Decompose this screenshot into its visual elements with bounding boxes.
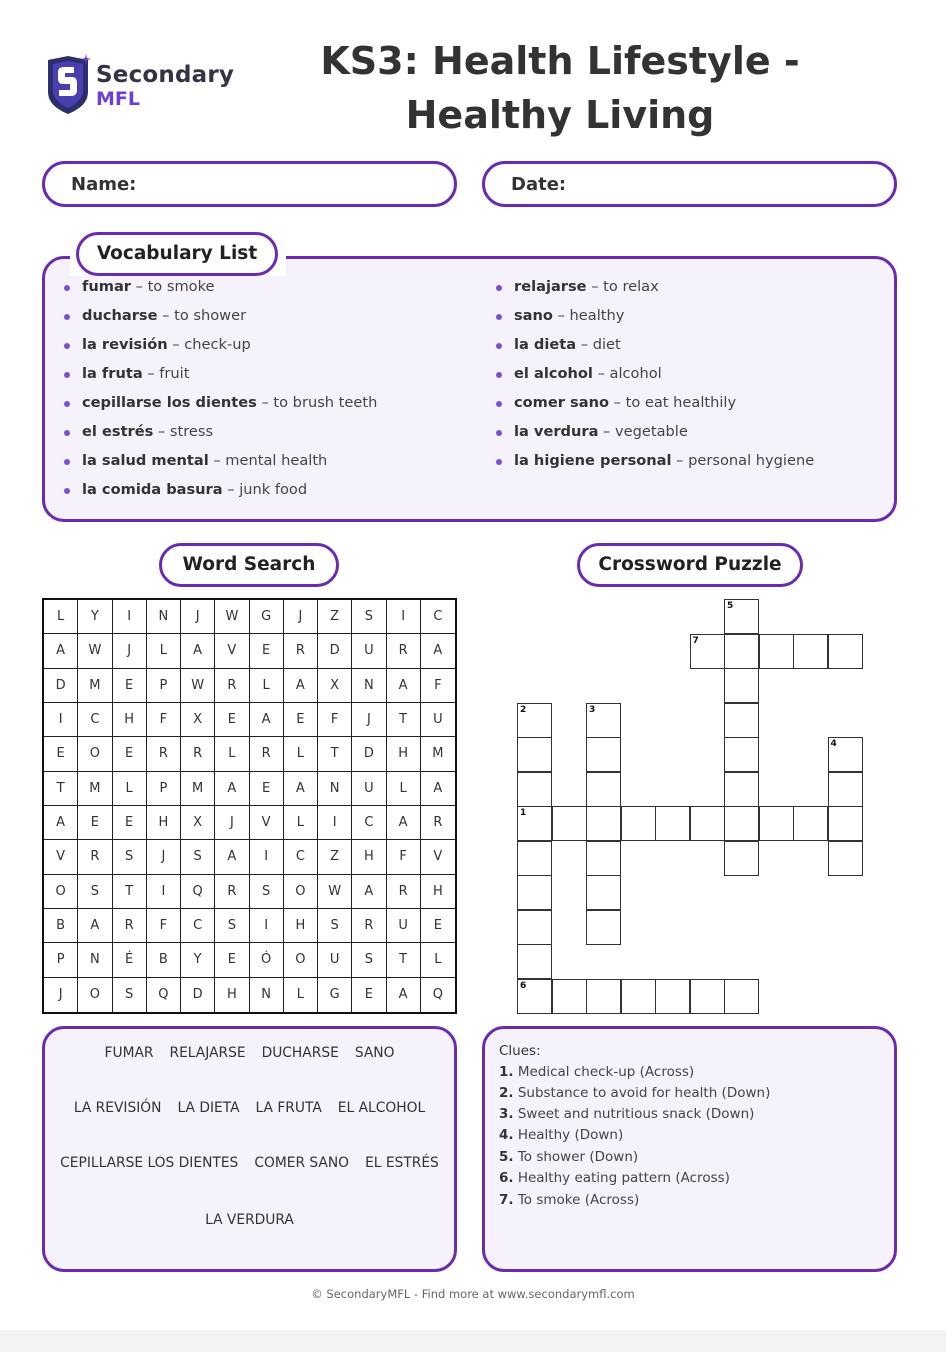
vocab-translation: to eat healthily: [625, 394, 737, 411]
crossword-cell[interactable]: [621, 979, 656, 1014]
crossword-cell[interactable]: [828, 841, 863, 876]
vocab-term: relajarse: [514, 278, 587, 295]
crossword-cell[interactable]: [793, 634, 828, 669]
crossword-cell[interactable]: [621, 806, 656, 841]
word-search-cell[interactable]: H: [387, 737, 421, 771]
vocab-translation: mental health: [225, 452, 328, 469]
vocab-item: ducharse – to shower: [64, 305, 377, 334]
word-search-cell[interactable]: E: [113, 806, 147, 840]
word-search-cell[interactable]: E: [44, 737, 78, 771]
word-search-cell[interactable]: L: [284, 806, 318, 840]
word-search-cell[interactable]: L: [421, 943, 455, 977]
clue-item: [499, 1106, 754, 1122]
vocab-translation: check-up: [184, 336, 251, 353]
word-search-title: Word Search: [159, 543, 339, 587]
word-search-cell[interactable]: R: [181, 737, 215, 771]
word-search-cell[interactable]: O: [284, 943, 318, 977]
crossword-clue-number: 5: [727, 601, 734, 611]
word-search-cell[interactable]: S: [352, 943, 386, 977]
word-search-cell[interactable]: V: [215, 634, 249, 668]
crossword-cell[interactable]: [690, 979, 725, 1014]
word-search-cell[interactable]: A: [44, 806, 78, 840]
word-search-cell[interactable]: S: [215, 909, 249, 943]
word-search-cell[interactable]: L: [147, 634, 181, 668]
clue-number: 3.: [499, 1106, 514, 1122]
crossword-cell[interactable]: [552, 806, 587, 841]
crossword-cell[interactable]: [724, 979, 759, 1014]
clue-text: To smoke (Across): [517, 1192, 640, 1208]
word-search-cell[interactable]: I: [318, 806, 352, 840]
crossword-cell[interactable]: [724, 806, 759, 841]
word-search-cell[interactable]: M: [181, 772, 215, 806]
word-search-cell[interactable]: P: [147, 772, 181, 806]
word-search-cell[interactable]: H: [215, 978, 249, 1012]
page-title: KS3: Health Lifestyle - Healthy Living: [320, 39, 800, 137]
page-bottom-band: [0, 1330, 946, 1352]
crossword-cell[interactable]: [724, 634, 759, 669]
word-search-cell[interactable]: L: [44, 600, 78, 634]
word-search-cell[interactable]: A: [44, 634, 78, 668]
word-search-cell[interactable]: T: [318, 737, 352, 771]
clue-text: Substance to avoid for health (Down): [517, 1085, 771, 1101]
word-search-cell[interactable]: N: [250, 978, 284, 1012]
word-search-cell[interactable]: Z: [318, 840, 352, 874]
word-search-cell[interactable]: U: [352, 772, 386, 806]
word-search-cell[interactable]: J: [44, 978, 78, 1012]
vocab-item: cepillarse los dientes – to brush teeth: [64, 392, 377, 421]
vocab-term: la comida basura: [82, 481, 223, 498]
word-search-cell[interactable]: F: [421, 669, 455, 703]
word-list-item: EL ALCOHOL: [337, 1100, 426, 1116]
word-search-cell[interactable]: V: [421, 840, 455, 874]
word-list-item: EL ESTRÉS: [365, 1155, 439, 1171]
vocab-term: fumar: [82, 278, 131, 295]
word-search-cell[interactable]: I: [250, 909, 284, 943]
word-search-cell[interactable]: J: [181, 600, 215, 634]
word-search-cell[interactable]: A: [215, 840, 249, 874]
vocab-term: comer sano: [514, 394, 610, 411]
clue-number: 5.: [499, 1149, 514, 1165]
word-search-cell[interactable]: M: [78, 669, 112, 703]
secondary-mfl-logo: [44, 52, 234, 122]
clue-item: [499, 1064, 694, 1080]
word-search-cell[interactable]: P: [147, 669, 181, 703]
word-search-cell[interactable]: U: [352, 634, 386, 668]
word-search-cell[interactable]: J: [113, 634, 147, 668]
crossword-cell[interactable]: [517, 772, 552, 807]
word-search-cell[interactable]: W: [318, 875, 352, 909]
word-search-cell[interactable]: S: [318, 909, 352, 943]
word-search-cell[interactable]: P: [44, 943, 78, 977]
clue-item: [499, 1149, 638, 1165]
word-search-cell[interactable]: N: [147, 600, 181, 634]
logo-text-secondary: Secondary: [96, 62, 235, 88]
crossword-cell[interactable]: [724, 668, 759, 703]
name-label: Name:: [71, 174, 137, 195]
word-search-cell[interactable]: J: [352, 703, 386, 737]
word-search-cell[interactable]: W: [78, 634, 112, 668]
crossword-clue-number: 6: [520, 980, 527, 991]
word-search-cell[interactable]: L: [284, 978, 318, 1012]
vocab-translation: healthy: [569, 307, 625, 324]
word-list-item: LA VERDURA: [205, 1212, 294, 1228]
word-search-cell[interactable]: R: [78, 840, 112, 874]
clue-number: 7.: [499, 1192, 514, 1208]
crossword-cell[interactable]: [759, 806, 794, 841]
word-search-cell[interactable]: Ó: [250, 943, 284, 977]
clue-text: Medical check-up (Across): [517, 1064, 695, 1080]
date-label: Date:: [511, 174, 567, 195]
crossword-cell[interactable]: [586, 806, 621, 841]
word-search-cell[interactable]: A: [78, 909, 112, 943]
word-search-cell[interactable]: O: [78, 978, 112, 1012]
word-search-cell[interactable]: M: [78, 772, 112, 806]
word-search-cell[interactable]: E: [352, 978, 386, 1012]
clue-item: [499, 1170, 730, 1186]
clues-title: Clues:: [499, 1043, 541, 1059]
word-list-item: LA FRUTA: [255, 1100, 322, 1116]
word-search-cell[interactable]: R: [250, 737, 284, 771]
crossword-cell[interactable]: [828, 772, 863, 807]
word-search-cell[interactable]: L: [113, 772, 147, 806]
word-list-item: LA REVISIÓN: [73, 1100, 162, 1116]
crossword-cell[interactable]: [828, 806, 863, 841]
crossword-clue-number: 2: [520, 704, 527, 715]
logo-text-mfl: MFL: [96, 88, 140, 110]
word-search-cell[interactable]: T: [44, 772, 78, 806]
word-search-cell[interactable]: H: [284, 909, 318, 943]
vocab-item: la salud mental – mental health: [64, 450, 377, 479]
word-search-cell[interactable]: Y: [181, 943, 215, 977]
word-search-cell[interactable]: Q: [181, 875, 215, 909]
word-search-cell[interactable]: S: [181, 840, 215, 874]
vocab-translation: vegetable: [615, 423, 688, 440]
crossword-cell[interactable]: [517, 944, 552, 979]
vocab-term: el estrés: [82, 423, 154, 440]
word-search-cell[interactable]: A: [250, 703, 284, 737]
word-search-cell[interactable]: A: [421, 772, 455, 806]
crossword-cell[interactable]: [724, 703, 759, 738]
vocab-term: la dieta: [514, 336, 577, 353]
word-search-cell[interactable]: I: [147, 875, 181, 909]
vocab-list-right: [496, 276, 814, 479]
vocab-list-left: [64, 276, 377, 508]
word-search-cell[interactable]: Q: [147, 978, 181, 1012]
vocab-term: ducharse: [82, 307, 158, 324]
word-search-cell[interactable]: D: [318, 634, 352, 668]
vocab-term: la fruta: [82, 365, 143, 382]
vocab-translation: stress: [169, 423, 214, 440]
word-search-cell[interactable]: F: [147, 703, 181, 737]
vocab-translation: to smoke: [147, 278, 215, 295]
word-search-cell[interactable]: R: [387, 634, 421, 668]
vocab-term: la verdura: [514, 423, 599, 440]
word-search-cell[interactable]: T: [387, 943, 421, 977]
clue-text: Healthy eating pattern (Across): [517, 1170, 730, 1186]
vocab-term: cepillarse los dientes: [82, 394, 257, 411]
word-search-cell[interactable]: N: [352, 669, 386, 703]
vocab-item: la comida basura – junk food: [64, 479, 377, 508]
clue-item: [499, 1085, 770, 1101]
clue-item: [499, 1127, 623, 1143]
word-list-item: CEPILLARSE LOS DIENTES: [60, 1155, 239, 1171]
word-search-cell[interactable]: E: [113, 737, 147, 771]
clues-panel: [482, 1026, 897, 1272]
footer-credit: © SecondaryMFL - Find more at www.secondarymfl.com: [311, 1287, 635, 1301]
crossword-cell[interactable]: [828, 634, 863, 669]
word-search-cell[interactable]: B: [147, 943, 181, 977]
word-search-cell[interactable]: X: [318, 669, 352, 703]
word-list-row: [45, 1045, 454, 1061]
word-list-row: [45, 1212, 454, 1228]
word-search-cell[interactable]: A: [181, 634, 215, 668]
date-field[interactable]: [482, 161, 897, 207]
word-search-cell[interactable]: E: [284, 703, 318, 737]
vocab-item: la verdura – vegetable: [496, 421, 814, 450]
crossword-clue-number: 3: [589, 704, 596, 715]
crossword-cell[interactable]: [655, 979, 690, 1014]
crossword-cell[interactable]: [724, 841, 759, 876]
word-search-cell[interactable]: E: [250, 634, 284, 668]
word-search-cell[interactable]: E: [250, 772, 284, 806]
crossword-cell[interactable]: [552, 979, 587, 1014]
crossword-cell[interactable]: [517, 841, 552, 876]
word-search-cell[interactable]: E: [78, 806, 112, 840]
crossword-cell[interactable]: [586, 841, 621, 876]
vocab-translation: junk food: [239, 481, 308, 498]
clue-number: 4.: [499, 1127, 514, 1143]
crossword-cell[interactable]: [517, 737, 552, 772]
word-search-cell[interactable]: C: [181, 909, 215, 943]
word-search-cell[interactable]: T: [113, 875, 147, 909]
crossword-cell[interactable]: [586, 737, 621, 772]
vocab-item: el alcohol – alcohol: [496, 363, 814, 392]
crossword-clue-number: 7: [692, 635, 699, 646]
word-search-cell[interactable]: A: [387, 978, 421, 1012]
vocab-item: la revisión – check-up: [64, 334, 377, 363]
word-search-cell[interactable]: M: [421, 737, 455, 771]
word-list-item: COMER SANO: [254, 1155, 350, 1171]
word-list-item: SANO: [354, 1045, 395, 1061]
word-search-cell[interactable]: X: [181, 703, 215, 737]
word-search-cell[interactable]: J: [147, 840, 181, 874]
word-search-cell[interactable]: H: [113, 703, 147, 737]
word-search-cell[interactable]: O: [284, 875, 318, 909]
word-list-item: FUMAR: [104, 1045, 154, 1061]
word-search-cell[interactable]: E: [421, 909, 455, 943]
word-search-cell[interactable]: A: [215, 772, 249, 806]
word-search-cell[interactable]: L: [250, 669, 284, 703]
clue-item: [499, 1192, 639, 1208]
crossword-cell[interactable]: [724, 737, 759, 772]
vocab-translation: to shower: [174, 307, 247, 324]
word-search-cell[interactable]: O: [78, 737, 112, 771]
word-search-cell[interactable]: F: [387, 840, 421, 874]
word-search-cell[interactable]: A: [284, 772, 318, 806]
word-search-cell[interactable]: U: [421, 703, 455, 737]
word-search-grid: [42, 598, 457, 1014]
word-search-cell[interactable]: R: [147, 737, 181, 771]
word-search-cell[interactable]: W: [181, 669, 215, 703]
word-search-cell[interactable]: V: [44, 840, 78, 874]
word-search-cell[interactable]: S: [113, 840, 147, 874]
word-search-cell[interactable]: D: [181, 978, 215, 1012]
word-search-cell[interactable]: W: [215, 600, 249, 634]
vocab-term: sano: [514, 307, 553, 324]
word-search-cell[interactable]: N: [78, 943, 112, 977]
word-search-cell[interactable]: R: [421, 806, 455, 840]
word-search-cell[interactable]: F: [147, 909, 181, 943]
vocab-translation: to relax: [603, 278, 659, 295]
word-list-row: [45, 1155, 454, 1171]
word-search-cell[interactable]: R: [113, 909, 147, 943]
word-search-cell[interactable]: R: [284, 634, 318, 668]
vocabulary-title: Vocabulary List: [76, 232, 278, 276]
clue-number: 6.: [499, 1170, 514, 1186]
word-search-cell[interactable]: G: [318, 978, 352, 1012]
word-search-cell[interactable]: O: [44, 875, 78, 909]
crossword-cell[interactable]: [517, 910, 552, 945]
word-search-cell[interactable]: J: [284, 600, 318, 634]
crossword-cell[interactable]: [586, 875, 621, 910]
crossword-cell[interactable]: [655, 806, 690, 841]
word-search-cell[interactable]: S: [78, 875, 112, 909]
word-search-cell[interactable]: N: [318, 772, 352, 806]
crossword-clue-number: 4: [830, 739, 837, 749]
word-search-cell[interactable]: E: [215, 943, 249, 977]
crossword-cell[interactable]: [586, 772, 621, 807]
word-search-cell[interactable]: C: [421, 600, 455, 634]
clue-number: 2.: [499, 1085, 514, 1101]
vocab-term: la revisión: [82, 336, 168, 353]
word-search-cell[interactable]: I: [250, 840, 284, 874]
word-list-item: RELAJARSE: [169, 1045, 246, 1061]
word-search-cell[interactable]: X: [181, 806, 215, 840]
crossword-clue-number: 1: [520, 808, 527, 818]
word-search-cell[interactable]: B: [44, 909, 78, 943]
crossword-cell[interactable]: [759, 634, 794, 669]
word-search-cell[interactable]: L: [284, 737, 318, 771]
vocab-translation: fruit: [159, 365, 190, 382]
word-search-cell[interactable]: R: [387, 875, 421, 909]
vocab-translation: alcohol: [609, 365, 662, 382]
word-search-cell[interactable]: A: [284, 669, 318, 703]
crossword-cell[interactable]: [586, 979, 621, 1014]
vocab-item: sano – healthy: [496, 305, 814, 334]
crossword-cell[interactable]: [517, 875, 552, 910]
word-search-cell[interactable]: C: [352, 806, 386, 840]
clue-text: Sweet and nutritious snack (Down): [517, 1106, 755, 1122]
word-search-cell[interactable]: D: [44, 669, 78, 703]
word-list-item: DUCHARSE: [261, 1045, 339, 1061]
crossword-cell[interactable]: [793, 806, 828, 841]
crossword-cell[interactable]: [690, 806, 725, 841]
vocab-translation: to brush teeth: [273, 394, 378, 411]
word-search-cell[interactable]: É: [113, 943, 147, 977]
word-search-cell[interactable]: R: [215, 669, 249, 703]
word-search-cell[interactable]: C: [284, 840, 318, 874]
clue-text: To shower (Down): [517, 1149, 639, 1165]
word-search-cell[interactable]: I: [113, 600, 147, 634]
word-search-cell[interactable]: A: [352, 875, 386, 909]
word-search-cell[interactable]: I: [387, 600, 421, 634]
vocab-translation: diet: [592, 336, 621, 353]
word-search-cell[interactable]: S: [113, 978, 147, 1012]
word-search-cell[interactable]: A: [421, 634, 455, 668]
word-list-panel: [42, 1026, 457, 1272]
word-search-cell[interactable]: S: [352, 600, 386, 634]
word-search-cell[interactable]: Q: [432, 987, 443, 1003]
word-search-cell[interactable]: E: [215, 703, 249, 737]
crossword-title: Crossword Puzzle: [577, 543, 803, 587]
word-search-cell[interactable]: G: [250, 600, 284, 634]
word-search-cell[interactable]: T: [387, 703, 421, 737]
word-search-cell[interactable]: A: [387, 806, 421, 840]
vocab-item: relajarse – to relax: [496, 276, 814, 305]
logo-shield-icon: [44, 52, 94, 118]
word-search-cell[interactable]: L: [387, 772, 421, 806]
word-search-cell[interactable]: U: [318, 943, 352, 977]
vocab-translation: personal hygiene: [688, 452, 815, 469]
word-search-cell[interactable]: I: [44, 703, 78, 737]
vocab-term: la salud mental: [82, 452, 209, 469]
word-search-cell[interactable]: C: [78, 703, 112, 737]
crossword-cell[interactable]: [724, 772, 759, 807]
vocab-item: comer sano – to eat healthily: [496, 392, 814, 421]
word-search-cell[interactable]: F: [318, 703, 352, 737]
word-search-cell[interactable]: S: [250, 875, 284, 909]
word-search-cell[interactable]: E: [113, 669, 147, 703]
word-search-cell[interactable]: L: [215, 737, 249, 771]
vocab-term: la higiene personal: [514, 452, 672, 469]
clue-number: 1.: [499, 1064, 514, 1080]
word-search-cell[interactable]: R: [215, 875, 249, 909]
word-search-cell[interactable]: D: [352, 737, 386, 771]
crossword-cell[interactable]: [586, 910, 621, 945]
word-search-cell[interactable]: H: [421, 875, 455, 909]
name-field[interactable]: [42, 161, 457, 207]
vocab-term: el alcohol: [514, 365, 593, 382]
vocab-item: la fruta – fruit: [64, 363, 377, 392]
word-search-cell[interactable]: Z: [318, 600, 352, 634]
vocab-item: fumar – to smoke: [64, 276, 377, 305]
word-search-cell[interactable]: Y: [78, 600, 112, 634]
vocab-item: el estrés – stress: [64, 421, 377, 450]
word-search-cell[interactable]: J: [215, 806, 249, 840]
word-list-row: [45, 1100, 454, 1116]
vocab-item: la dieta – diet: [496, 334, 814, 363]
word-search-cell[interactable]: A: [387, 669, 421, 703]
word-search-cell[interactable]: U: [387, 909, 421, 943]
word-list-item: LA DIETA: [177, 1100, 240, 1116]
vocab-item: la higiene personal – personal hygiene: [496, 450, 814, 479]
clue-text: Healthy (Down): [517, 1127, 624, 1143]
word-search-cell[interactable]: H: [352, 840, 386, 874]
word-search-cell[interactable]: R: [352, 909, 386, 943]
word-search-cell[interactable]: H: [147, 806, 181, 840]
word-search-cell[interactable]: V: [250, 806, 284, 840]
